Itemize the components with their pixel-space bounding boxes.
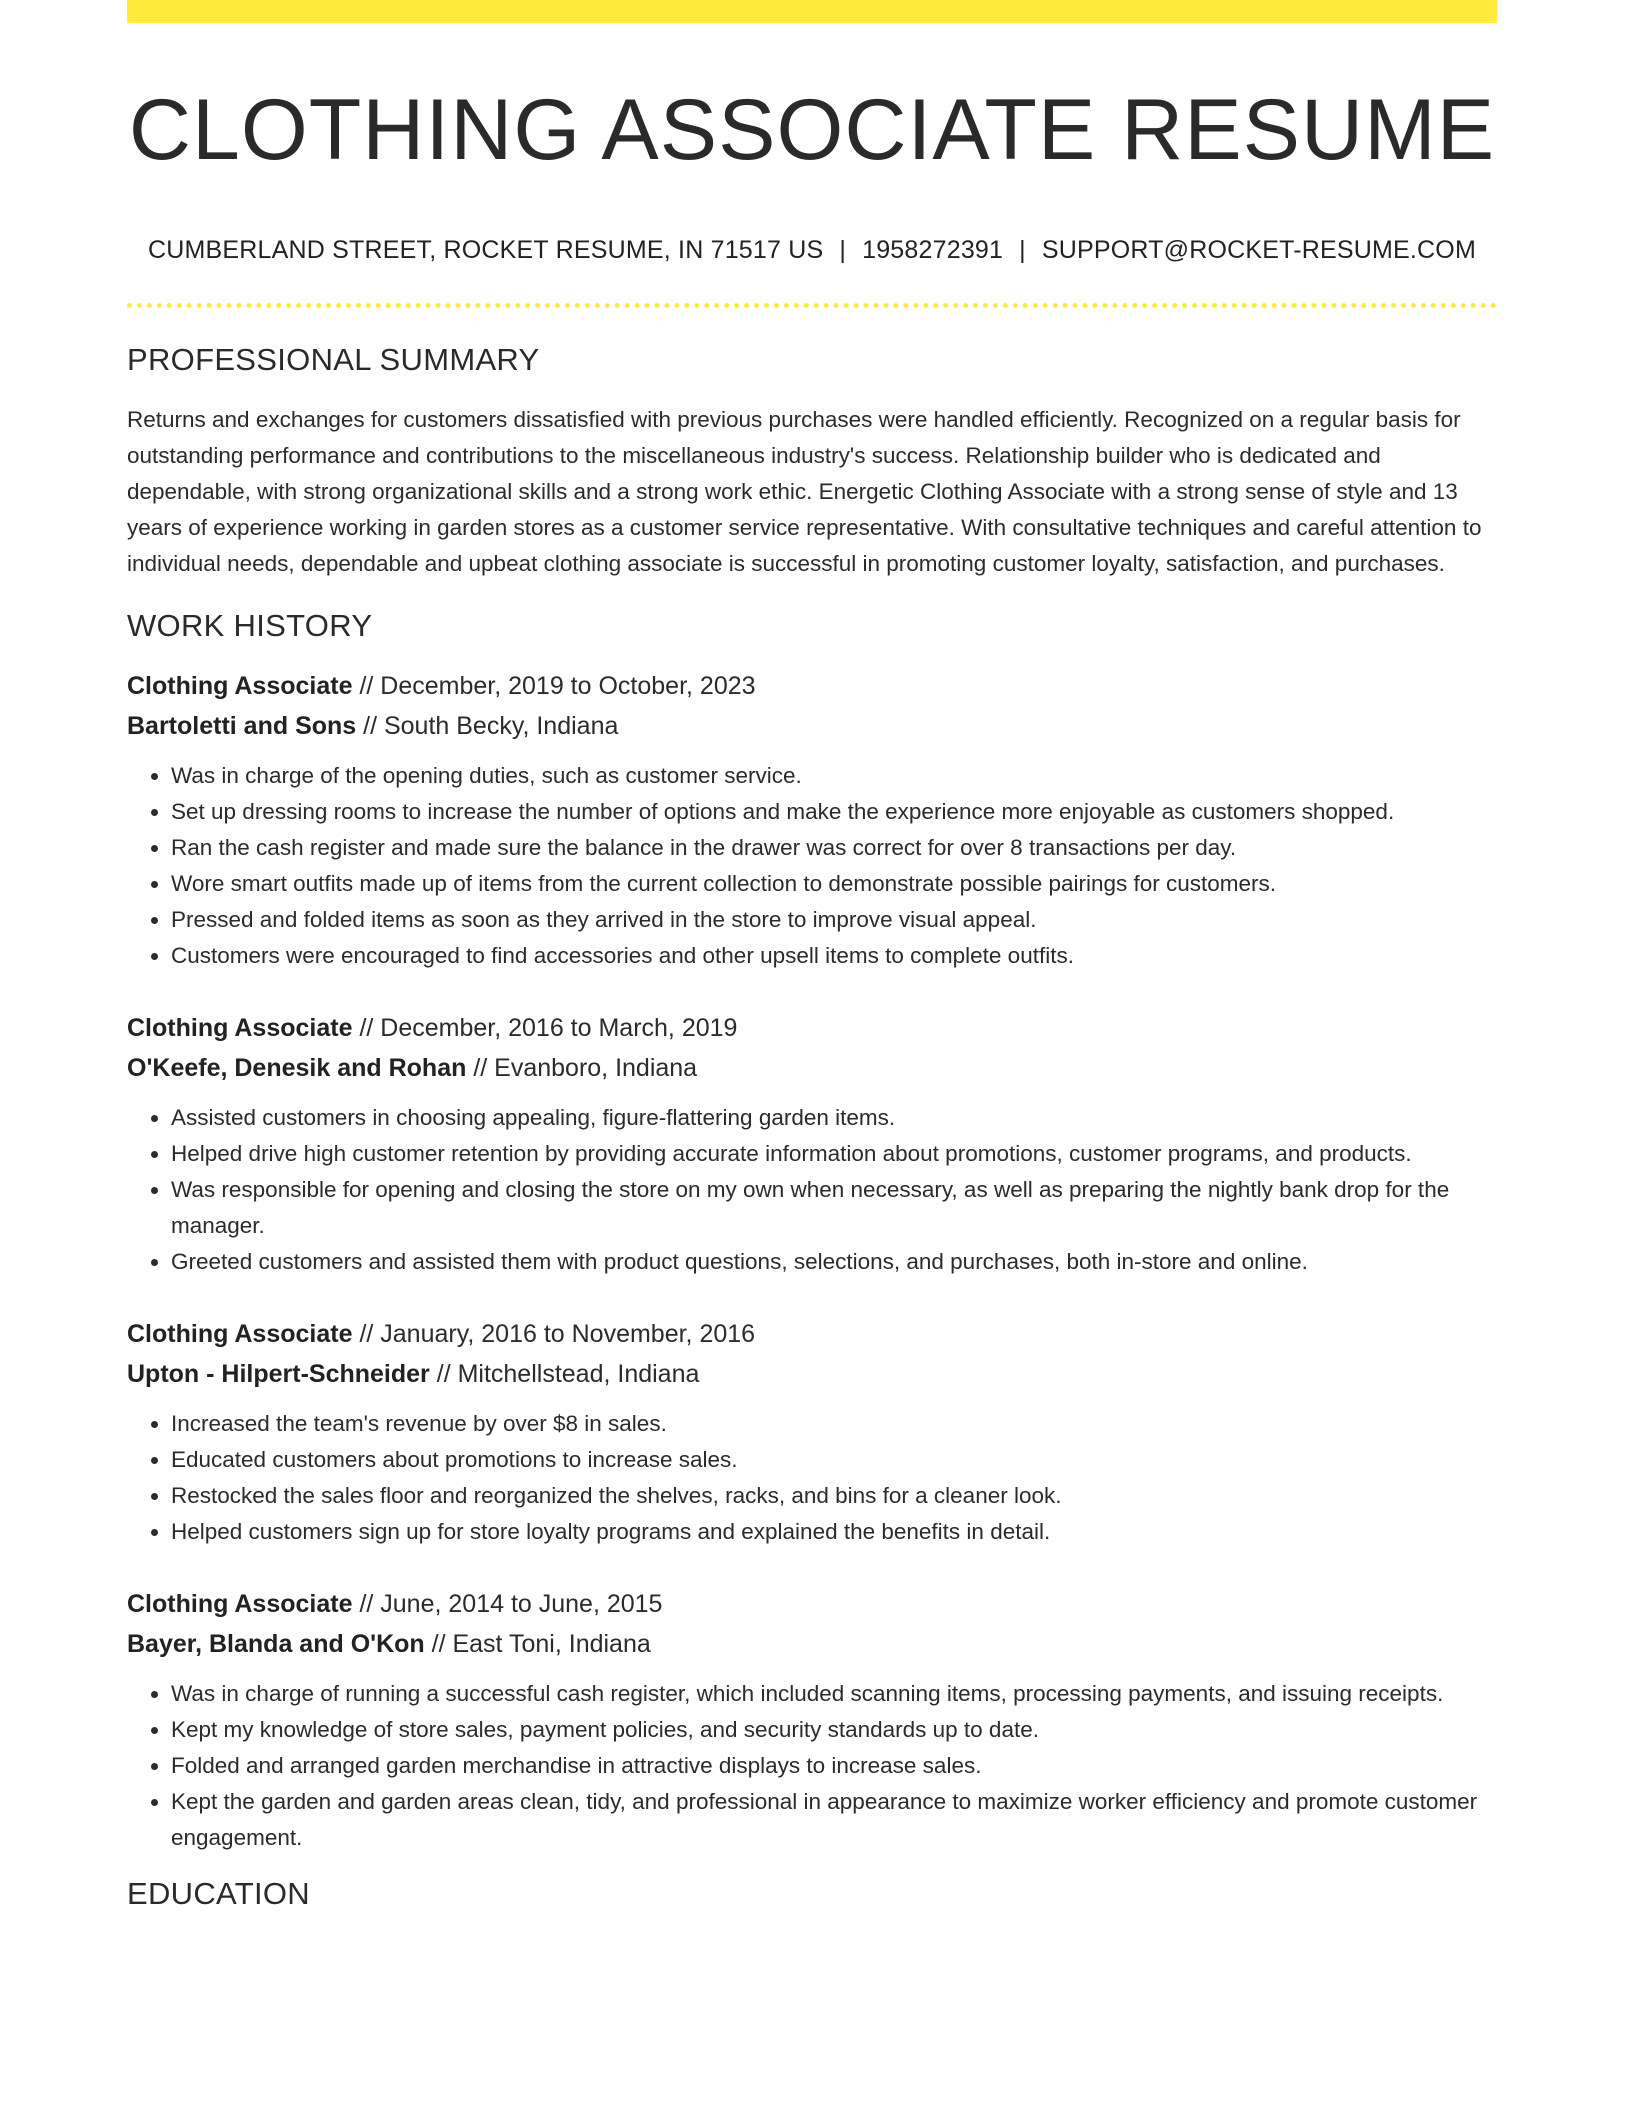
job-title-line — [127, 1584, 1497, 1624]
job-entry — [127, 1584, 1497, 1856]
job-bullets — [127, 1406, 1497, 1550]
list-item: • Was in charge of the opening duties, such as customer service. — [171, 758, 1497, 794]
job-location: // South Becky, Indiana — [356, 711, 619, 740]
job-bullets — [127, 1676, 1497, 1856]
job-location: // Evanboro, Indiana — [466, 1053, 698, 1082]
list-item: • Increased the team's revenue by over $8 in sales. — [171, 1406, 1497, 1442]
list-item: • Was in charge of running a successful cash register, which included scanning items, processing payments, and issuing receipts. — [171, 1676, 1497, 1712]
job-company: Upton - Hilpert-Schneider — [127, 1359, 430, 1388]
summary-heading: PROFESSIONAL SUMMARY — [127, 341, 540, 377]
job-title-line — [127, 1008, 1497, 1048]
list-item: • Assisted customers in choosing appealing, figure-flattering garden items. — [171, 1100, 1497, 1136]
list-item: • Kept the garden and garden areas clean, tidy, and professional in appearance to maximize worker efficiency and promote customer engagement. — [171, 1784, 1497, 1856]
list-item: • Customers were encouraged to find accessories and other upsell items to complete outfits. — [171, 938, 1497, 974]
job-company: O'Keefe, Denesik and Rohan — [127, 1053, 467, 1082]
job-entry — [127, 1314, 1497, 1550]
contact-phone: 1958272391 — [862, 235, 1004, 264]
job-company-line — [127, 1048, 1497, 1088]
list-item: • Educated customers about promotions to increase sales. — [171, 1442, 1497, 1478]
job-company: Bartoletti and Sons — [127, 711, 357, 740]
job-bullets — [127, 758, 1497, 974]
top-accent-bar — [127, 0, 1497, 23]
job-title: Clothing Associate — [127, 1013, 353, 1042]
job-title-line — [127, 666, 1497, 706]
job-company-line — [127, 706, 1497, 746]
contact-address: CUMBERLAND STREET, ROCKET RESUME, IN 71517 US — [148, 235, 824, 264]
page-title: CLOTHING ASSOCIATE RESUME — [128, 82, 1496, 178]
list-item: • Pressed and folded items as soon as they arrived in the store to improve visual appeal. — [171, 902, 1497, 938]
job-dates: // January, 2016 to November, 2016 — [352, 1319, 756, 1348]
job-entry — [127, 666, 1497, 974]
job-bullets — [127, 1100, 1497, 1280]
job-dates: // June, 2014 to June, 2015 — [352, 1589, 663, 1618]
job-company: Bayer, Blanda and O'Kon — [127, 1629, 425, 1658]
list-item: • Folded and arranged garden merchandise in attractive displays to increase sales. — [171, 1748, 1497, 1784]
work-history-list — [127, 666, 1497, 1856]
list-item: • Greeted customers and assisted them with product questions, selections, and purchases, both in-store and online. — [171, 1244, 1497, 1280]
work-history-heading: WORK HISTORY — [127, 607, 373, 643]
list-item: • Restocked the sales floor and reorganized the shelves, racks, and bins for a cleaner look. — [171, 1478, 1497, 1514]
education-heading: EDUCATION — [127, 1875, 310, 1911]
contact-separator: | — [1019, 235, 1026, 264]
summary-text: Returns and exchanges for customers dissatisfied with previous purchases were handled efficiently. Recognized on a regular basis for outstanding performance and contributions to the miscellaneous industry's success. Relationship builder who is dedicated and dependable, with strong organizational skills and a strong work ethic. Energetic Clothing Associate with a strong sense of style and 13 years of experience working in garden stores as a customer service representative. With consultative techniques and careful attention to individual needs, dependable and upbeat clothing associate is successful in promoting customer loyalty, satisfaction, and purchases. — [127, 406, 1482, 576]
list-item: • Was responsible for opening and closing the store on my own when necessary, as well as preparing the nightly bank drop for the manager. — [171, 1172, 1497, 1244]
list-item: • Wore smart outfits made up of items from the current collection to demonstrate possible pairings for customers. — [171, 866, 1497, 902]
job-title: Clothing Associate — [127, 1589, 353, 1618]
list-item: • Helped customers sign up for store loyalty programs and explained the benefits in detail. — [171, 1514, 1497, 1550]
job-title: Clothing Associate — [127, 671, 353, 700]
job-location: // East Toni, Indiana — [424, 1629, 651, 1658]
contact-email: SUPPORT@ROCKET-RESUME.COM — [1041, 235, 1476, 264]
job-dates: // December, 2019 to October, 2023 — [352, 671, 756, 700]
list-item: • Ran the cash register and made sure the balance in the drawer was correct for over 8 transactions per day. — [171, 830, 1497, 866]
job-title: Clothing Associate — [127, 1319, 353, 1348]
contact-separator: | — [839, 235, 847, 264]
list-item: • Kept my knowledge of store sales, payment policies, and security standards up to date. — [171, 1712, 1497, 1748]
dotted-divider — [127, 303, 1497, 308]
resume-page — [127, 0, 1497, 1912]
job-company-line — [127, 1354, 1497, 1394]
list-item: • Helped drive high customer retention by providing accurate information about promotions, customer programs, and products. — [171, 1136, 1497, 1172]
job-title-line — [127, 1314, 1497, 1354]
list-item: • Set up dressing rooms to increase the number of options and make the experience more enjoyable as customers shopped. — [171, 794, 1497, 830]
job-company-line — [127, 1624, 1497, 1664]
job-location: // Mitchellstead, Indiana — [429, 1359, 700, 1388]
job-dates: // December, 2016 to March, 2019 — [352, 1013, 738, 1042]
job-entry — [127, 1008, 1497, 1280]
contact-line — [127, 236, 1497, 265]
